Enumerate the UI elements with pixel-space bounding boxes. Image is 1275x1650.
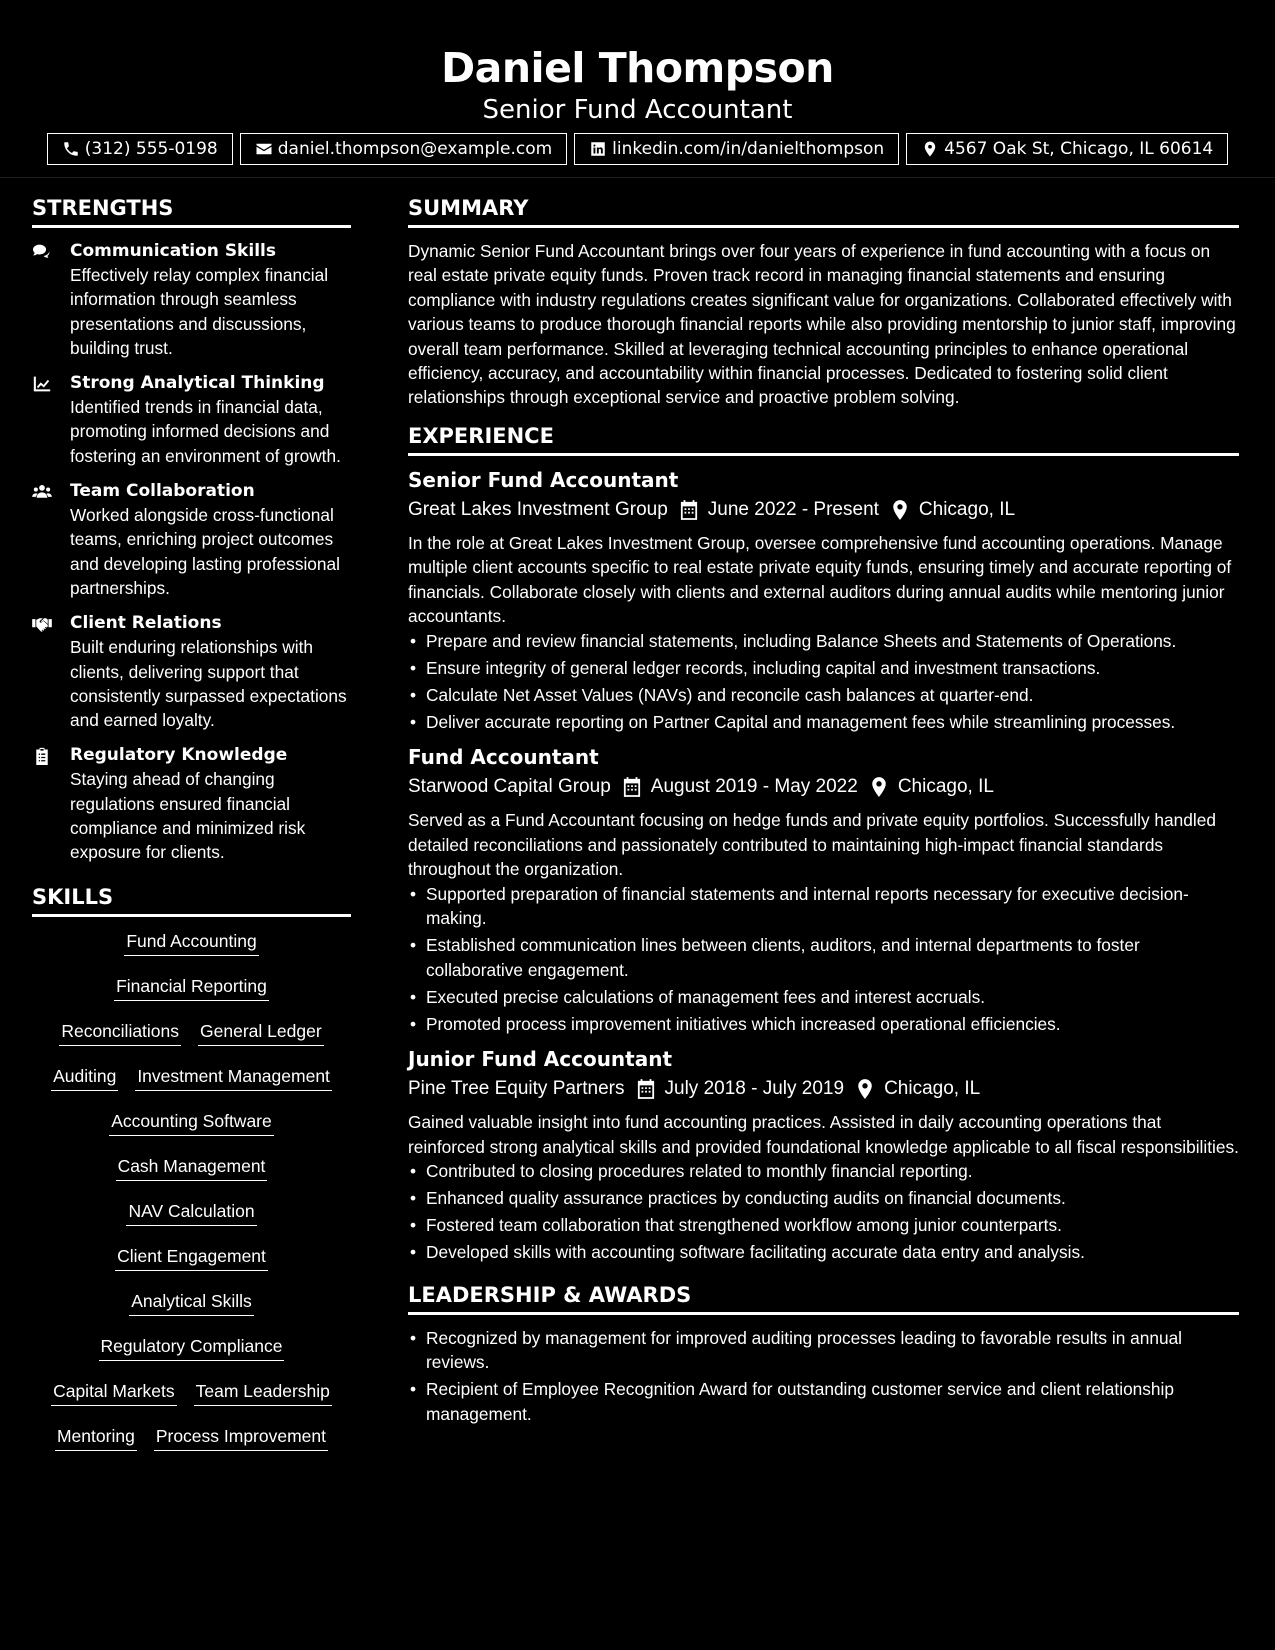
- skills-list: [32, 928, 351, 1468]
- contact-email-text: daniel.thompson@example.com: [277, 139, 553, 159]
- strength-name: Client Relations: [70, 613, 222, 634]
- strength-item: [32, 479, 351, 600]
- contact-linkedin[interactable]: [574, 133, 899, 165]
- strength-desc: Worked alongside cross-functional teams, enriching project outcomes and developing lasting professional partnerships.: [70, 505, 340, 598]
- job-bullets: [408, 882, 1239, 1037]
- job-description: In the role at Great Lakes Investment Group, oversee comprehensive fund accounting operations. Manage multiple client accounts specific to real estate private equity funds, ensuring timely and accurate reporting of financials. Collaborate closely with clients and external auditors during annual audits while mentoring junior accountants.: [408, 532, 1232, 627]
- job-location: Chicago, IL: [884, 1078, 981, 1100]
- candidate-name: Daniel Thompson: [441, 44, 834, 92]
- job-bullet: • Calculate Net Asset Values (NAVs) and reconcile cash balances at quarter-end.: [408, 683, 1239, 708]
- job-location: Chicago, IL: [918, 498, 1016, 520]
- job-company: Great Lakes Investment Group: [408, 498, 668, 520]
- strength-item: [32, 611, 351, 732]
- job-bullet: • Promoted process improvement initiatives which increased operational efficiencies.: [408, 1012, 1239, 1037]
- strength-item: [32, 743, 351, 864]
- calendar-icon: [637, 1079, 655, 1099]
- strength-desc: Effectively relay complex financial information through seamless presentations and discussions, building trust.: [70, 265, 329, 358]
- job-entry: [408, 467, 1239, 735]
- map-pin-icon: [891, 500, 909, 520]
- map-pin-icon: [856, 1079, 874, 1099]
- job-dates: July 2018 - July 2019: [664, 1078, 845, 1100]
- job-meta: [408, 1072, 1239, 1106]
- skill-tag: NAV Calculation: [126, 1198, 256, 1226]
- job-title: Junior Fund Accountant: [408, 1047, 673, 1072]
- skill-tag: Auditing: [51, 1063, 118, 1091]
- job-bullets: [408, 1159, 1239, 1265]
- skill-tag: Team Leadership: [194, 1378, 332, 1406]
- skill-tag: Investment Management: [135, 1063, 332, 1091]
- chart-line-icon: [32, 375, 52, 393]
- job-meta: [408, 770, 1239, 804]
- job-entry: [408, 1046, 1239, 1265]
- linkedin-icon: [589, 140, 607, 158]
- job-entry: [408, 744, 1239, 1036]
- contact-phone-text: (312) 555-0198: [84, 139, 218, 159]
- envelope-icon: [255, 140, 273, 158]
- skill-tag: Accounting Software: [109, 1108, 274, 1136]
- strength-desc: Staying ahead of changing regulations ensured financial compliance and minimized risk exposure for clients.: [70, 769, 306, 863]
- strength-name: Strong Analytical Thinking: [70, 373, 325, 394]
- summary-heading: SUMMARY: [408, 196, 1239, 228]
- strengths-heading: STRENGTHS: [32, 196, 351, 228]
- candidate-title: Senior Fund Accountant: [482, 95, 793, 125]
- users-icon: [32, 483, 52, 501]
- strength-item: [32, 239, 351, 360]
- contact-bar: [0, 133, 1275, 165]
- skill-tag: Reconciliations: [59, 1018, 181, 1046]
- comments-icon: [32, 243, 52, 261]
- clipboard-icon: [32, 747, 52, 765]
- job-dates: June 2022 - Present: [707, 498, 879, 520]
- strength-desc: Identified trends in financial data, promoting informed decisions and fostering an environment of growth.: [70, 397, 341, 466]
- contact-address-text: 4567 Oak St, Chicago, IL 60614: [944, 139, 1214, 159]
- job-bullet: • Executed precise calculations of management fees and interest accruals.: [408, 985, 1239, 1010]
- awards-heading: LEADERSHIP & AWARDS: [408, 1283, 1239, 1315]
- phone-icon: [62, 140, 80, 158]
- skill-tag: Cash Management: [116, 1153, 268, 1181]
- strength-name: Communication Skills: [70, 241, 276, 261]
- strength-item: [32, 371, 351, 468]
- skill-tag: Process Improvement: [154, 1423, 328, 1451]
- resume-header: [0, 0, 1275, 178]
- job-bullet: • Deliver accurate reporting on Partner Capital and management fees while streamlining processes.: [408, 710, 1239, 735]
- summary-text: Dynamic Senior Fund Accountant brings over four years of experience in fund accounting with a focus on real estate private equity funds. Proven track record in managing financial statements and ensuring compliance with industry regulations creates significant value for organizations. Collaborated effectively with various teams to produce thorough financial reports while also providing mentorship to junior staff, improving overall team performance. Skilled at leveraging technical accounting principles to enhance operational efficiency, accuracy, and accountability within financial processes. Dedicated to fostering solid client relationships through exceptional service and proactive problem solving.: [408, 241, 1236, 408]
- job-bullet: • Enhanced quality assurance practices by conducting audits on financial documents.: [408, 1186, 1239, 1211]
- job-company: Pine Tree Equity Partners: [408, 1078, 625, 1100]
- job-title: Fund Accountant: [408, 745, 599, 770]
- map-pin-icon: [870, 777, 888, 797]
- strength-name: Team Collaboration: [70, 481, 255, 502]
- skill-tag: Regulatory Compliance: [99, 1333, 285, 1361]
- skill-tag: Financial Reporting: [114, 973, 269, 1001]
- job-bullets: [408, 629, 1239, 735]
- job-bullet: • Supported preparation of financial statements and internal reports necessary for executive decision-making.: [408, 882, 1239, 931]
- skill-tag: Analytical Skills: [129, 1288, 254, 1316]
- job-bullet: • Established communication lines between clients, auditors, and internal departments to foster collaborative engagement.: [408, 933, 1239, 982]
- calendar-icon: [623, 777, 641, 797]
- skill-tag: General Ledger: [198, 1018, 324, 1046]
- award-item: • Recognized by management for improved auditing processes leading to favorable results in annual reviews.: [408, 1326, 1239, 1375]
- contact-phone[interactable]: [47, 133, 233, 165]
- job-dates: August 2019 - May 2022: [650, 776, 858, 798]
- experience-heading: EXPERIENCE: [408, 424, 1239, 456]
- contact-email[interactable]: [240, 133, 567, 165]
- left-column: [32, 196, 351, 1468]
- right-column: [408, 196, 1239, 1436]
- job-bullet: • Prepare and review financial statements, including Balance Sheets and Statements of Operations.: [408, 629, 1239, 654]
- job-bullet: • Developed skills with accounting software facilitating accurate data entry and analysis.: [408, 1240, 1239, 1265]
- handshake-icon: [32, 615, 52, 633]
- strength-name: Regulatory Knowledge: [70, 745, 288, 766]
- skill-tag: Mentoring: [55, 1423, 137, 1451]
- contact-linkedin-text: linkedin.com/in/danielthompson: [612, 139, 885, 159]
- job-location: Chicago, IL: [897, 776, 994, 798]
- skills-heading: SKILLS: [32, 885, 351, 917]
- strength-desc: Built enduring relationships with clients, delivering support that consistently surpassed expectations and earned loyalty.: [70, 637, 347, 731]
- skill-tag: Capital Markets: [51, 1378, 177, 1406]
- calendar-icon: [680, 500, 698, 520]
- job-bullet: • Contributed to closing procedures related to monthly financial reporting.: [408, 1159, 1239, 1184]
- job-title: Senior Fund Accountant: [408, 467, 679, 492]
- job-description: Served as a Fund Accountant focusing on hedge funds and private equity portfolios. Successfully handled detailed reconciliations and passionately contributed to maintaining high-impact financial standards throughout the organization.: [408, 810, 1216, 880]
- skill-tag: Fund Accounting: [124, 928, 258, 956]
- job-bullet: • Ensure integrity of general ledger records, including capital and investment transactions.: [408, 656, 1239, 681]
- skill-tag: Client Engagement: [115, 1243, 268, 1271]
- award-item: • Recipient of Employee Recognition Award for outstanding customer service and client relationship management.: [408, 1377, 1239, 1426]
- job-meta: [408, 493, 1239, 527]
- job-description: Gained valuable insight into fund accounting practices. Assisted in daily accounting operations that reinforced strong analytical skills and provided foundational knowledge applicable to all fiscal responsibilities.: [408, 1112, 1239, 1157]
- job-bullet: • Fostered team collaboration that strengthened workflow among junior counterparts.: [408, 1213, 1239, 1238]
- job-company: Starwood Capital Group: [408, 776, 611, 798]
- awards-list: [408, 1326, 1239, 1427]
- contact-address[interactable]: [906, 133, 1228, 165]
- map-pin-icon: [921, 140, 939, 158]
